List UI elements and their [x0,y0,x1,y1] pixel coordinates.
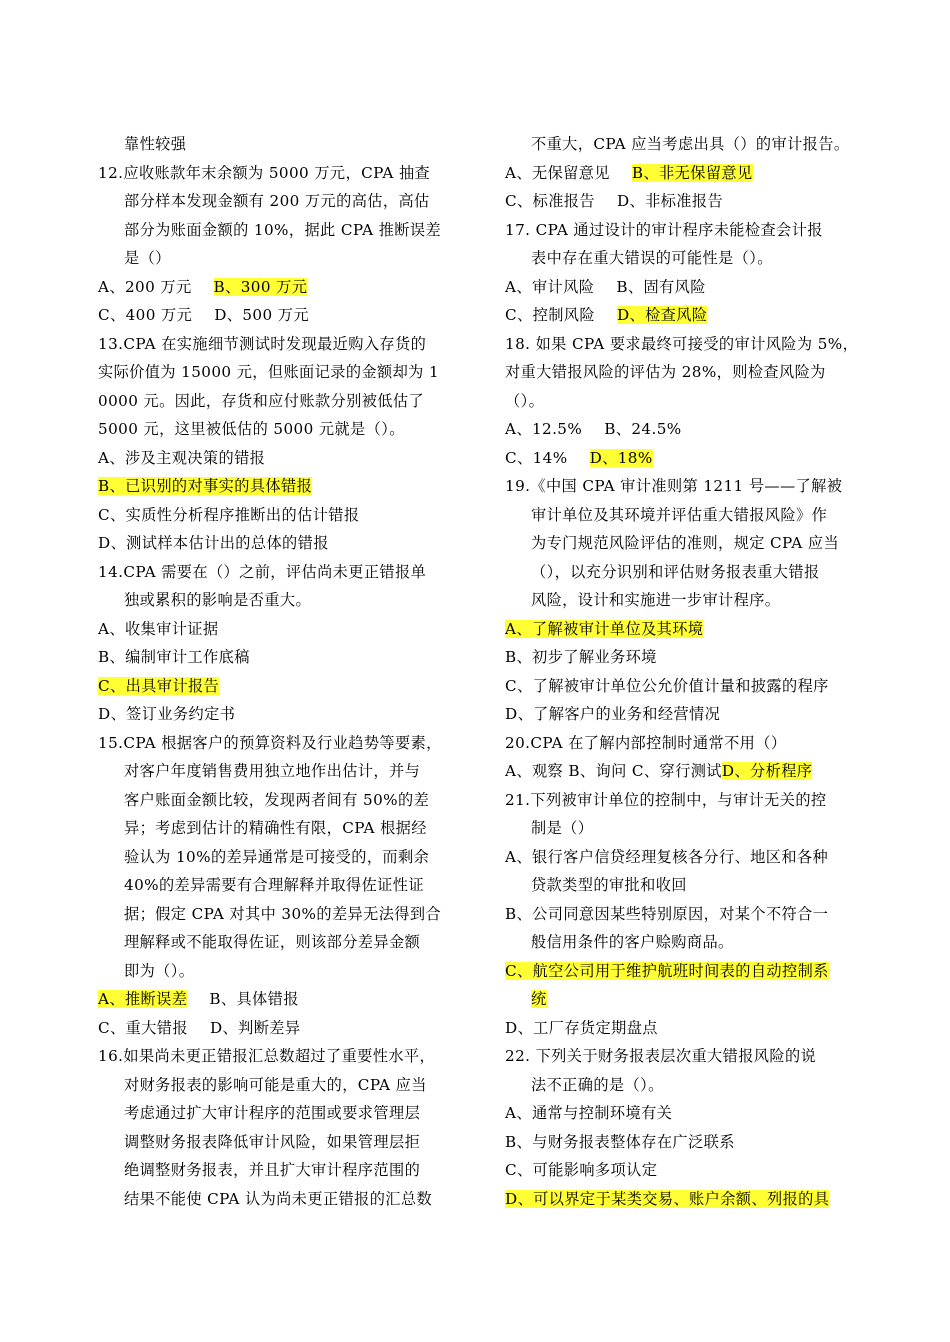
text-segment: A、200 万元 [98,277,192,296]
text-line [98,700,472,729]
text-line [98,358,472,387]
text-line [505,472,877,501]
text-line [98,1014,472,1043]
text-line [98,729,472,758]
text-line [505,1156,877,1185]
text-segment: A、银行客户信贷经理复核各分行、地区和各种 [505,847,829,866]
text-segment: 17. CPA 通过设计的审计程序未能检查会计报 [505,220,823,239]
text-line [505,1014,877,1043]
text-segment: C、400 万元 [98,306,193,324]
text-line [505,900,877,929]
text-segment: 靠性较强 [124,135,187,153]
highlighted-answer: A、推断误差 [98,990,188,1008]
text-segment: 不重大，CPA 应当考虑出具（）的审计报告。 [531,135,850,153]
text-line [98,244,472,273]
text-segment: C、重大错报 [98,1018,188,1037]
text-line [98,615,472,644]
highlighted-answer: C、出具审计报告 [98,676,220,695]
text-segment: 即为（）。 [124,961,195,980]
text-line [505,415,877,444]
text-line [505,330,877,359]
highlighted-answer: B、已识别的对事实的具体错报 [98,477,313,495]
text-line [98,472,472,501]
text-segment: 考虑通过扩大审计程序的范围或要求管理层 [124,1104,421,1122]
text-line [505,501,877,530]
text-segment: 19.《中国 CPA 审计准则第 1211 号——了解被 [505,477,843,495]
text-segment: 审计单位及其环境并评估重大错报风险》作 [531,505,828,524]
text-segment: 绝调整财务报表，并且扩大审计程序范围的 [124,1161,421,1179]
text-segment: D、测试样本估计出的总体的错报 [98,534,329,552]
text-segment: B、与财务报表整体存在广泛联系 [505,1132,735,1151]
text-segment: 为专门规范风险评估的准则，规定 CPA 应当 [531,534,840,552]
text-line [98,387,472,416]
text-segment: 般信用条件的客户赊购商品。 [531,933,734,951]
text-line [98,558,472,587]
text-segment: 是（） [124,249,171,267]
text-segment: C、标准报告 [505,192,595,210]
text-line [505,1185,877,1214]
text-segment: C、了解被审计单位公允价值计量和披露的程序 [505,676,829,695]
text-line [505,757,877,786]
text-line [98,529,472,558]
text-line [98,786,472,815]
text-line [505,985,877,1014]
text-line [505,1128,877,1157]
text-segment: D、判断差异 [209,1018,301,1037]
text-line [98,1071,472,1100]
text-segment: 制是（） [531,819,594,837]
text-segment: A、收集审计证据 [98,619,219,638]
text-segment: B、公司同意因某些特别原因，对某个不符合一 [505,904,829,923]
text-segment: B、24.5% [604,420,682,438]
text-line [98,672,472,701]
text-segment: B、具体错报 [209,990,299,1008]
text-segment: 18. 如果 CPA 要求最终可接受的审计风险为 5%， [505,334,859,353]
text-segment: 部分为账面金额的 10%，据此 CPA 推断误差 [124,220,442,239]
text-line [98,130,472,159]
text-segment: 据；假定 CPA 对其中 30%的差异无法得到合 [124,904,442,923]
text-segment: 风险，设计和实施进一步审计程序。 [531,591,781,609]
text-line [505,1099,877,1128]
text-line [98,187,472,216]
text-segment: 调整财务报表降低审计风险，如果管理层拒 [124,1132,421,1151]
text-segment: A、观察 B、询问 C、穿行测试 [505,762,722,780]
text-line [505,643,877,672]
text-segment: 20.CPA 在了解内部控制时通常不用（） [505,733,787,752]
text-segment: 5000 元，这里被低估的 5000 元就是（）。 [98,420,405,438]
text-segment: 独或累积的影响是否重大。 [124,591,312,609]
text-line [98,216,472,245]
text-line [505,729,877,758]
text-segment: 对财务报表的影响可能是重大的，CPA 应当 [124,1075,427,1094]
text-line [98,928,472,957]
text-line [505,843,877,872]
text-segment: 对重大错报风险的评估为 28%，则检查风险为 [505,363,826,381]
text-line [98,900,472,929]
text-segment: 客户账面金额比较，发现两者间有 50%的差 [124,790,430,809]
text-line [98,757,472,786]
right-text-column [505,130,877,1213]
text-line [505,558,877,587]
text-segment: 13.CPA 在实施细节测试时发现最近购入存货的 [98,334,427,353]
highlighted-answer: D、可以界定于某类交易、账户余额、列报的具 [505,1189,830,1208]
text-line [505,187,877,216]
text-line [505,216,877,245]
text-line [98,301,472,330]
highlighted-answer: D、18% [589,448,653,467]
text-line [505,244,877,273]
text-line [505,1071,877,1100]
highlighted-answer: C、航空公司用于维护航班时间表的自动控制系 [505,961,829,980]
text-line [505,786,877,815]
text-line [505,159,877,188]
text-segment: C、控制风险 [505,306,595,324]
text-segment: （），以充分识别和评估财务报表重大错报 [531,562,820,581]
text-line [505,301,877,330]
highlighted-answer: D、分析程序 [721,762,813,780]
text-segment: 15.CPA 根据客户的预算资料及行业趋势等要素， [98,733,442,752]
text-line [505,273,877,302]
text-line [505,387,877,416]
text-line [98,273,472,302]
highlighted-answer: B、非无保留意见 [631,163,753,182]
highlighted-answer: 统 [531,990,547,1008]
text-line [98,957,472,986]
left-text-column [98,130,472,1213]
text-segment: A、涉及主观决策的错报 [98,448,266,467]
text-segment: 理解释或不能取得佐证，则该部分差异金额 [124,933,421,951]
text-segment: B、固有风险 [616,277,706,296]
text-line [98,159,472,188]
text-segment: A、审计风险 [505,277,595,296]
text-segment: 表中存在重大错误的可能性是（）。 [531,249,773,267]
text-segment: 14.CPA 需要在（）之前，评估尚未更正错报单 [98,562,427,581]
text-segment: D、了解客户的业务和经营情况 [505,705,721,723]
text-line [505,615,877,644]
text-line [505,928,877,957]
text-line [98,643,472,672]
text-line [505,358,877,387]
text-line [98,843,472,872]
text-line [505,444,877,473]
text-line [505,814,877,843]
text-segment: （）。 [505,391,545,410]
text-segment: 异；考虑到估计的精确性有限，CPA 根据经 [124,819,427,837]
text-line [98,1099,472,1128]
text-segment: C、实质性分析程序推断出的估计错报 [98,505,360,524]
text-line [98,501,472,530]
text-segment: 对客户年度销售费用独立地作出估计，并与 [124,762,421,780]
highlighted-answer: B、300 万元 [213,277,308,296]
text-segment: C、可能影响多项认定 [505,1161,658,1179]
highlighted-answer: A、了解被审计单位及其环境 [505,619,704,638]
text-segment: 部分样本发现金额有 200 万元的高估，高估 [124,192,430,210]
highlighted-answer: D、检查风险 [616,306,708,324]
text-segment: A、12.5% [505,420,583,438]
text-line [98,985,472,1014]
text-line [505,130,877,159]
text-segment: A、无保留意见 [505,163,610,182]
text-line [505,1042,877,1071]
text-line [98,444,472,473]
text-segment: D、非标准报告 [616,192,724,210]
text-line [505,957,877,986]
text-line [505,586,877,615]
text-segment: 法不正确的是（）。 [531,1075,664,1094]
text-segment: A、通常与控制环境有关 [505,1104,673,1122]
text-segment: D、500 万元 [214,306,309,324]
text-line [98,814,472,843]
text-line [98,871,472,900]
text-segment: 40%的差异需要有合理解释并取得佐证性证 [124,876,424,894]
text-segment: 验认为 10%的差异通常是可接受的，而剩余 [124,847,430,866]
text-segment: 贷款类型的审批和收回 [531,876,687,894]
text-segment: 实际价值为 15000 元，但账面记录的金额却为 1 [98,363,440,381]
text-line [505,700,877,729]
text-line [98,415,472,444]
text-segment: 16.如果尚未更正错报汇总数超过了重要性水平， [98,1047,436,1065]
text-line [98,1128,472,1157]
text-line [98,1042,472,1071]
text-segment: 结果不能使 CPA 认为尚未更正错报的汇总数 [124,1189,433,1208]
text-segment: B、初步了解业务环境 [505,648,657,666]
text-line [98,586,472,615]
text-segment: B、编制审计工作底稿 [98,648,250,666]
text-segment: C、14% [505,448,568,467]
text-line [505,529,877,558]
text-line [98,1156,472,1185]
text-segment: D、工厂存货定期盘点 [505,1018,658,1037]
text-segment: D、签订业务约定书 [98,705,236,723]
text-line [98,330,472,359]
text-line [98,1185,472,1214]
text-segment: 21.下列被审计单位的控制中，与审计无关的控 [505,790,827,809]
text-segment: 0000 元。因此，存货和应付账款分别被低估了 [98,391,425,410]
text-line [505,672,877,701]
text-segment: 22. 下列关于财务报表层次重大错报风险的说 [505,1047,817,1065]
text-segment: 12.应收账款年末余额为 5000 万元，CPA 抽查 [98,163,431,182]
text-line [505,871,877,900]
